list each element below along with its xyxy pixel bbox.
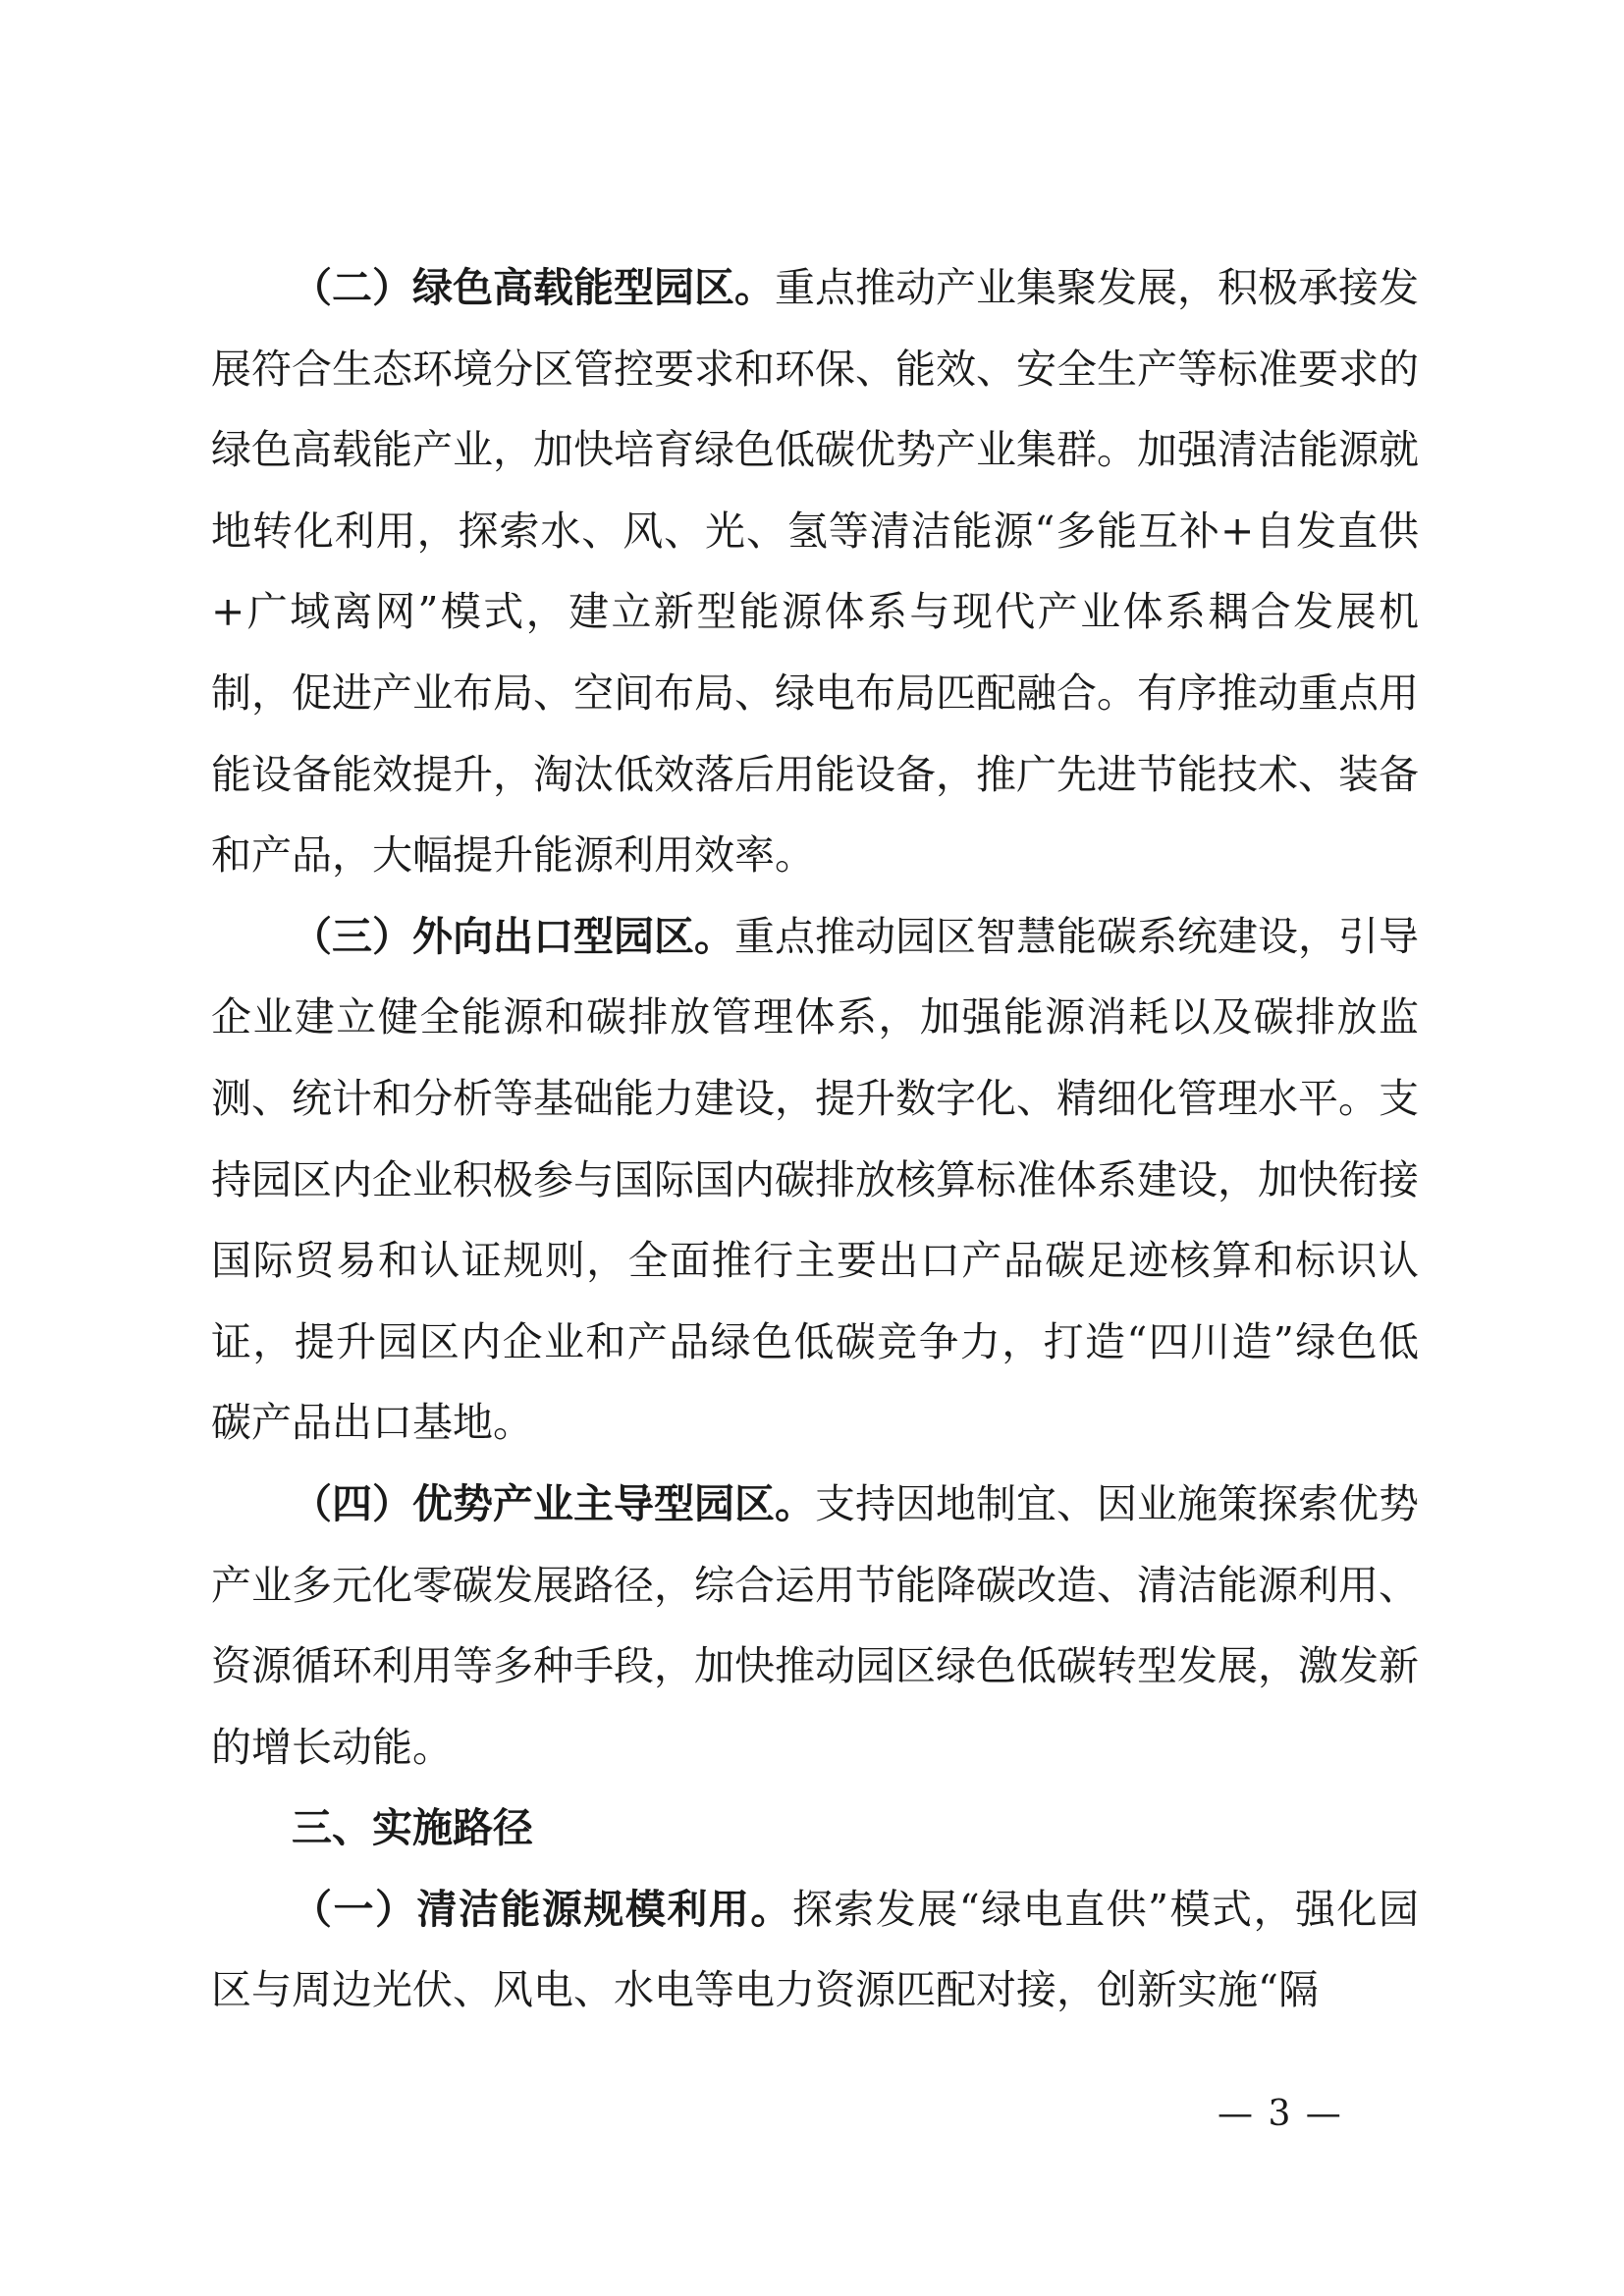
document-body <box>211 247 1419 2031</box>
paragraph-text: 重点推动园区智慧能碳系统建设，引导企业建立健全能源和碳排放管理体系，加强能源消耗以及碳排放监测、统计和分析等基础能力建设，提升数字化、精细化管理水平。支持园区内企业积极参与国际国内碳排放核算标准体系建设，加快衔接国际贸易和认证规则，全面推行主要出口产品碳足迹核算和标识认证，提升园区内企业和产品绿色低碳竞争力，打造“四川造”绿色低碳产品出口基地。 <box>211 912 1419 1447</box>
paragraph-green-high-energy-park <box>211 247 1419 896</box>
paragraph-heading: （一）清洁能源规模利用。 <box>292 1885 792 1933</box>
paragraph-heading: （四）优势产业主导型园区。 <box>292 1479 815 1527</box>
paragraph-text: 支持因地制宜、因业施策探索优势产业多元化零碳发展路径，综合运用节能降碳改造、清洁能源利用、资源循环利用等多种手段，加快推动园区绿色低碳转型发展，激发新的增长动能。 <box>211 1479 1419 1771</box>
paragraph-heading: （三）外向出口型园区。 <box>292 912 734 960</box>
paragraph-text: 重点推动产业集聚发展，积极承接发展符合生态环境分区管控要求和环保、能效、安全生产等标准要求的绿色高载能产业，加快培育绿色低碳优势产业集群。加强清洁能源就地转化利用，探索水、风、光、氢等清洁能源“多能互补+自发直供+广域离网”模式，建立新型能源体系与现代产业体系耦合发展机制，促进产业布局、空间布局、绿电布局匹配融合。有序推动重点用能设备能效提升，淘汰低效落后用能设备，推广先进节能技术、装备和产品，大幅提升能源利用效率。 <box>211 264 1419 880</box>
paragraph-advantage-industry-park <box>211 1464 1419 1788</box>
paragraph-export-oriented-park <box>211 896 1419 1464</box>
paragraph-heading: （二）绿色高载能型园区。 <box>292 264 775 311</box>
page-number: — 3 — <box>1218 2094 1343 2134</box>
section-heading-implementation-path: 三、实施路径 <box>292 1804 533 1852</box>
paragraph-text: 探索发展“绿电直供”模式，强化园区与周边光伏、风电、水电等电力资源匹配对接，创新实施“隔 <box>211 1885 1419 2014</box>
paragraph-clean-energy-utilization <box>211 1869 1419 2031</box>
